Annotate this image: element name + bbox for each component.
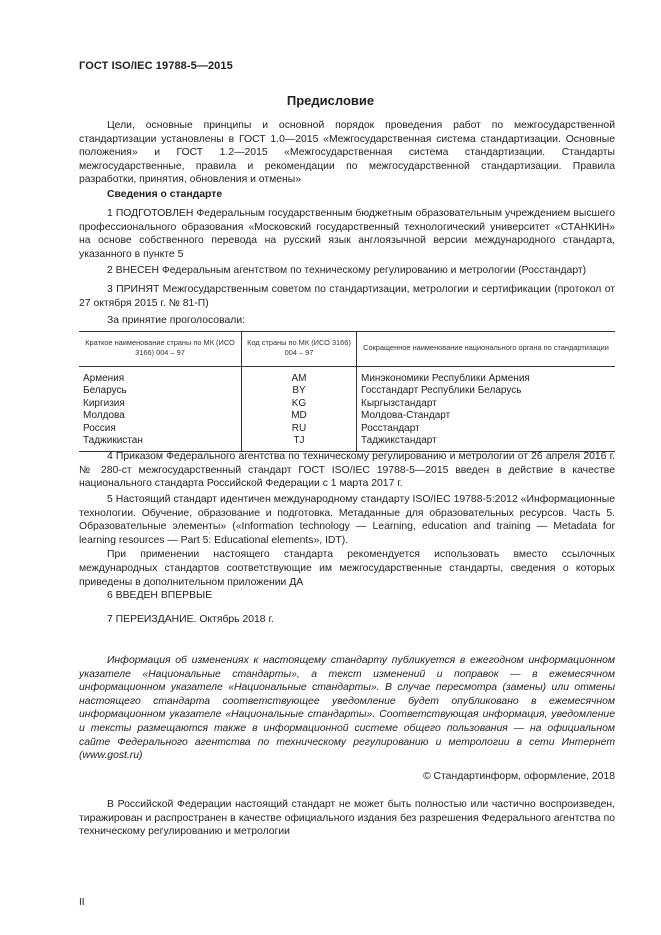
legal-block bbox=[79, 798, 615, 839]
notice-text: Информация об изменениях к настоящему стандарту публикуется в ежегодном информационном указателе «Национальные стандарты», а текст изменений и поправок — в ежемесячном информационном указателе «Национальные стандарты». В случае пересмотра (замены) или отмены настоящего стандарта соответствующее уведомление будет опубликовано в ежемесячном информационном указателе «Национальные стандарты». Соответствующая информация, уведомление и тексты размещаются также в информационной системе общего пользования — на официальном сайте Федерального агентства по техническому регулированию и метрологии в сети Интернет (www.gost.ru) bbox=[79, 655, 615, 762]
intro-paragraph: Цели, основные принципы и основной порядок проведения работ по межгосударственной стандартизации установлены в ГОСТ 1.0—2015 «Межгосударственная система стандартизации. Основные положения» и ГОСТ 1.2—2015 «Межгосударственная система стандартизации. Стандарты межгосударственные, правила и рекомендации по межгосударственной стандартизации. Правила разработки, принятия, обновления и отмены» bbox=[79, 120, 615, 186]
legal-text: В Российской Федерации настоящий стандарт не может быть полностью или частично воспроизведен, тиражирован и распространен в качестве официального издания без разрешения Федерального агентства по техническому регулированию и метрологии bbox=[79, 799, 615, 838]
intro-section bbox=[79, 119, 615, 202]
cell-code: MD bbox=[242, 410, 357, 422]
cell-country: Молдова bbox=[79, 410, 242, 422]
item-7-text: 7 ПЕРЕИЗДАНИЕ. Октябрь 2018 г. bbox=[107, 614, 274, 625]
cell-country: Россия bbox=[79, 423, 242, 435]
header-code: Код страны по МК (ИСО 3166) 004 – 97 bbox=[242, 332, 357, 367]
cell-country: Беларусь bbox=[79, 385, 242, 397]
item-4 bbox=[79, 450, 615, 491]
table-row bbox=[79, 367, 615, 386]
voted-label-block bbox=[79, 314, 615, 328]
cell-country: Киргизия bbox=[79, 398, 242, 410]
cell-code: BY bbox=[242, 385, 357, 397]
table-row bbox=[79, 423, 615, 435]
voting-table bbox=[79, 331, 615, 447]
item-2-text: 2 ВНЕСЕН Федеральным агентством по техническому регулированию и метрологии (Росстандарт) bbox=[107, 265, 587, 276]
cell-code: TJ bbox=[242, 435, 357, 452]
cell-country: Таджикистан bbox=[79, 435, 242, 452]
item-6-text: 6 ВВЕДЕН ВПЕРВЫЕ bbox=[107, 590, 213, 601]
cell-body: Минэкономики Республики Армения bbox=[361, 373, 530, 384]
item-3 bbox=[79, 283, 615, 310]
cell-body: Росстандарт bbox=[361, 422, 420, 434]
item-1-text: 1 ПОДГОТОВЛЕН Федеральным государственным бюджетным образовательным учреждением высшего профессионального образования «Московский государственный технологический университет «СТАНКИН» на основе собственного перевода на русский язык англоязычной версии международного стандарта, указанного в пункте 5 bbox=[79, 208, 615, 260]
item-1 bbox=[79, 207, 615, 261]
table-header-row bbox=[79, 332, 615, 367]
cell-body: Таджикстандарт bbox=[357, 435, 616, 452]
notice-block bbox=[79, 654, 615, 763]
item-7 bbox=[79, 613, 615, 627]
table-row bbox=[79, 398, 615, 410]
table-row bbox=[79, 410, 615, 422]
item-5 bbox=[79, 493, 615, 589]
copyright-line: © Стандартинформ, оформление, 2018 bbox=[422, 771, 615, 782]
item-2 bbox=[79, 264, 615, 278]
table-row bbox=[79, 385, 615, 397]
cell-country: Армения bbox=[79, 367, 242, 386]
cell-code: AM bbox=[242, 367, 357, 386]
voted-label: За принятие проголосовали: bbox=[107, 315, 246, 326]
header-country: Краткое наименование страны по МК (ИСО 3166) 004 – 97 bbox=[79, 332, 242, 367]
item-5-note: При применении настоящего стандарта рекомендуется использовать вместо ссылочных международных стандартов соответствующие им межгосударственные стандарты, сведения о которых приведены в дополнительном приложении ДА bbox=[79, 549, 615, 588]
item-3-text: 3 ПРИНЯТ Межгосударственным советом по стандартизации, метрологии и сертификации (протокол от 27 октября 2015 г. № 81-П) bbox=[79, 284, 615, 309]
cell-body: Молдова-Стандарт bbox=[361, 410, 451, 422]
header-body: Сокращенное наименование национального органа по стандартизации bbox=[357, 332, 616, 367]
cell-code: RU bbox=[242, 423, 357, 435]
cell-body: Кыргызстандарт bbox=[361, 397, 437, 409]
item-4-text: 4 Приказом Федерального агентства по техническому регулированию и метрологии от 26 апреля 2016 г. № 280-ст межгосударственный стандарт ГОСТ ISO/IEC 19788-5—2015 введен в действие в качестве национального стандарта Российской Федерации с 1 марта 2017 г. bbox=[79, 451, 615, 490]
standard-header: ГОСТ ISO/IEC 19788-5—2015 bbox=[79, 60, 233, 72]
page-number: II bbox=[79, 897, 85, 908]
info-heading: Сведения о стандарте bbox=[107, 188, 223, 200]
cell-body: Госстандарт Республики Беларусь bbox=[361, 385, 522, 397]
item-6 bbox=[79, 589, 615, 603]
item-5-text: 5 Настоящий стандарт идентичен международному стандарту ISO/IEC 19788-5:2012 «Информационные технологии. Обучение, образование и подготовка. Метаданные для образовательных ресурсов. Часть 5. Образовательные элементы» («Information technology — Learning, education and training — Metadata for learning resources — Part 5: Educational elements», IDT). bbox=[79, 494, 615, 546]
page-title: Предисловие bbox=[286, 93, 375, 108]
cell-code: KG bbox=[242, 398, 357, 410]
